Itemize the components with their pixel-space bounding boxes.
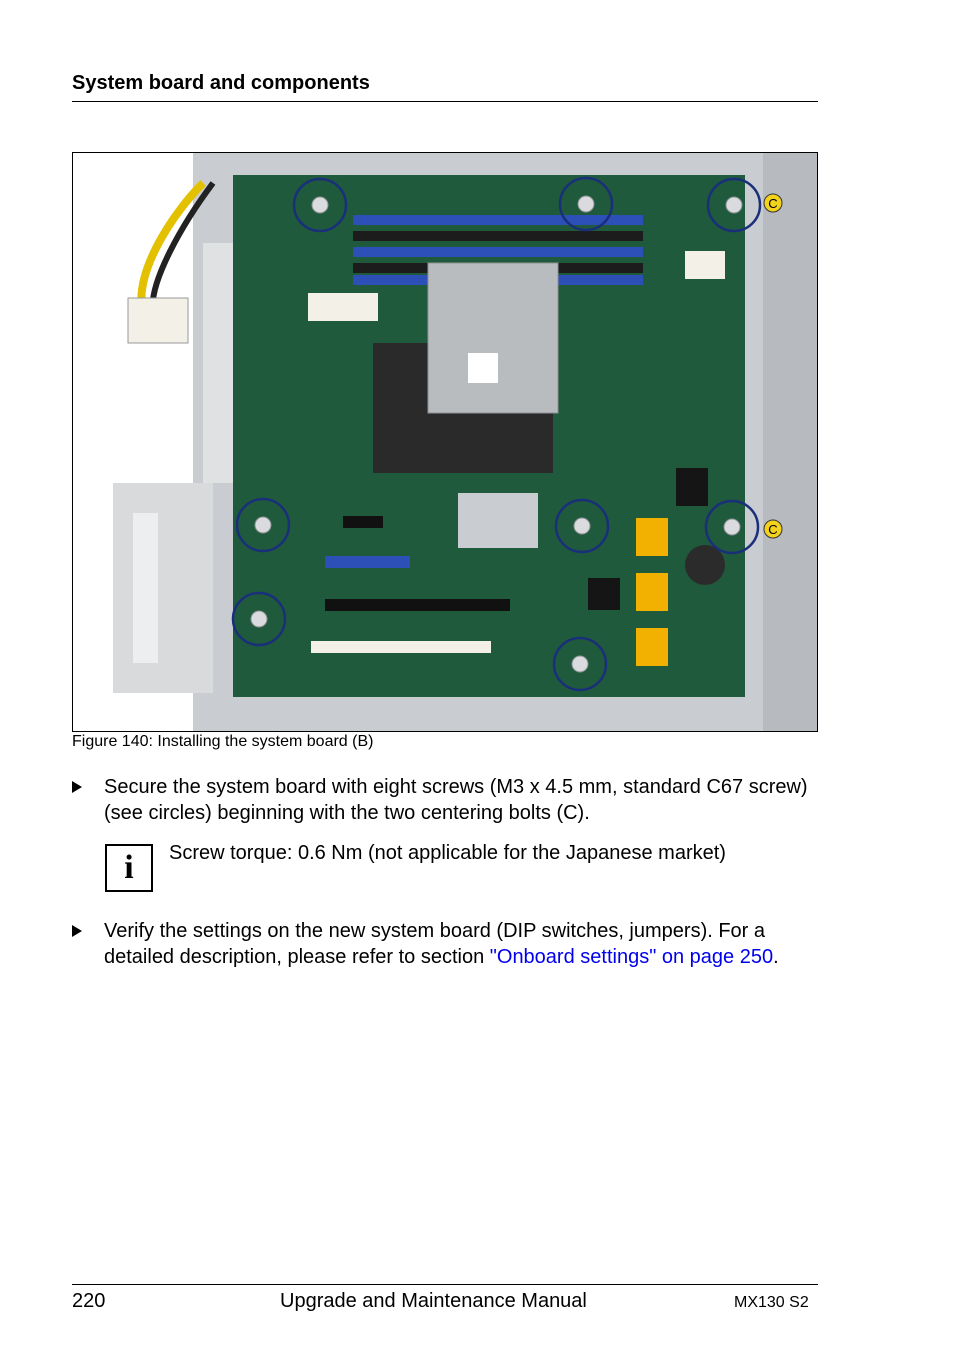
note-text: Screw torque: 0.6 Nm (not applicable for the Japanese market)	[169, 842, 726, 864]
model-name: MX130 S2	[734, 1294, 809, 1311]
manual-title: Upgrade and Maintenance Manual	[280, 1290, 587, 1312]
page-number: 220	[72, 1290, 106, 1312]
bullet-arrow-icon	[72, 925, 82, 937]
figure-caption: Figure 140: Installing the system board (B)	[72, 733, 374, 750]
callout-label: C	[768, 196, 778, 211]
step-text-part: .	[773, 946, 779, 968]
step-text-part: Verify the settings on the new system board (DIP switches, jumpers). For a detailed description, please refer to section	[104, 920, 766, 968]
onboard-settings-link[interactable]: "Onboard settings" on page 250	[489, 946, 774, 968]
bullet-arrow-icon	[72, 781, 82, 793]
pcie-x1-slot	[343, 516, 383, 528]
pci-slot	[311, 641, 491, 653]
info-icon: i	[105, 844, 153, 892]
power-connector	[128, 298, 188, 343]
header-divider	[72, 101, 818, 102]
pci-bracket	[113, 483, 213, 693]
cpu-heatsink	[428, 263, 558, 413]
system-board-photo	[72, 152, 818, 732]
chipset-heatsink	[458, 493, 538, 548]
sata-port	[636, 518, 668, 556]
section-title: System board and components	[72, 72, 370, 94]
atx-power-connector	[308, 293, 378, 321]
callout-c-top	[764, 194, 782, 212]
system-board-illustration	[73, 153, 817, 731]
step-text	[104, 918, 818, 970]
footer-divider	[72, 1284, 818, 1285]
callout-c-bottom	[764, 520, 782, 538]
dimm-slot	[353, 215, 643, 225]
pcie-x16-slot	[325, 599, 510, 611]
step-text: Secure the system board with eight screws (M3 x 4.5 mm, standard C67 screw) (see circles) beginning with the two centering bolts (C).	[104, 776, 808, 824]
pcie-x4-slot	[325, 556, 410, 568]
callout-label: C	[768, 522, 778, 537]
cmos-battery	[685, 545, 725, 585]
